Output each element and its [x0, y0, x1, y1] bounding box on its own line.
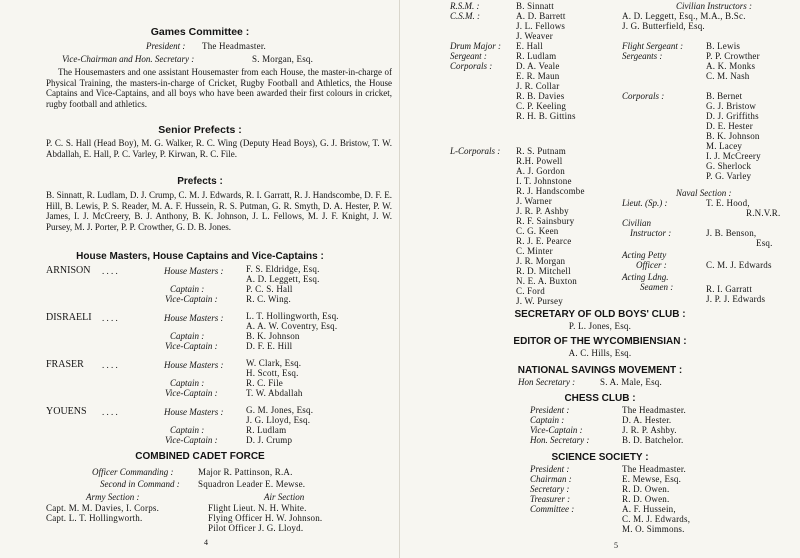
science-member: A. F. Hussein, — [622, 504, 676, 514]
corporal: P. G. Varley — [706, 171, 752, 181]
games-president-label: President : — [146, 41, 186, 51]
sergeant: P. P. Crowther — [706, 51, 760, 61]
savings-title: NATIONAL SAVINGS MOVEMENT : — [517, 365, 683, 376]
house-name-youens: YOUENS — [46, 406, 87, 417]
chess-role-label: Captain : — [530, 415, 565, 425]
flight-sergeant-label: Flight Sergeant : — [622, 41, 684, 51]
science-role-label: Committee : — [530, 504, 575, 514]
nco-name: R. H. B. Gittins — [516, 111, 576, 121]
senior-prefects-list: P. C. S. Hall (Head Boy), M. G. Walker, R. C. Wing (Deputy Head Boys), G. J. Bristow, T. W. Abdallah, E. Hall, P. C. Varley, P. Kirwan, R. C. File. — [46, 138, 392, 159]
corporal: B. K. Johnson — [706, 131, 760, 141]
army-officer: Capt. M. M. Davies, I. Corps. — [46, 503, 160, 513]
science-role-label: President : — [530, 464, 570, 474]
captain-label: Captain : — [170, 331, 205, 341]
nco-name: C. G. Keen — [516, 226, 559, 236]
seamen-label: Seamen : — [640, 282, 674, 292]
senior-prefects-title: Senior Prefects : — [158, 124, 242, 136]
games-president: The Headmaster. — [202, 41, 266, 51]
nco-name: I. T. Johnstone — [516, 176, 572, 186]
naval-instructor-suffix: Esq. — [756, 238, 773, 248]
editor-name: A. C. Hills, Esq. — [568, 348, 632, 358]
nco-name: J. Warner — [516, 196, 552, 206]
house-masters-title: House Masters, House Captains and Vice-Captains : — [76, 251, 324, 262]
house-captain: B. K. Johnson — [246, 331, 300, 341]
savings-secretary: S. A. Male, Esq. — [600, 377, 662, 387]
lieut-label: Lieut. (Sp.) : — [622, 198, 668, 208]
nco-name: R. F. Sainsbury — [516, 216, 575, 226]
corporal: B. Bernet — [706, 91, 743, 101]
house-name-disraeli: DISRAELI — [46, 312, 92, 323]
nco-name: N. E. A. Buxton — [516, 276, 578, 286]
vice-captain-label: Vice-Captain : — [165, 388, 218, 398]
civilian-label: Civilian — [622, 218, 651, 228]
house-captain: P. C. S. Hall — [246, 284, 293, 294]
corporal: G. Sherlock — [706, 161, 752, 171]
science-member: R. D. Owen. — [622, 494, 670, 504]
nco-name: E. Hall — [516, 41, 543, 51]
games-vice: S. Morgan, Esq. — [252, 54, 314, 64]
old-boys-title: SECRETARY OF OLD BOYS' CLUB : — [514, 309, 686, 320]
chess-role-label: President : — [530, 405, 570, 415]
games-committee-title: Games Committee : — [150, 26, 250, 38]
nco-name: C. P. Keeling — [516, 101, 567, 111]
science-committee-member: M. O. Simmons. — [622, 524, 685, 534]
petty-officer: C. M. J. Edwards — [706, 260, 772, 270]
nco-name: C. Ford — [516, 286, 545, 296]
sergeant: A. K. Monks — [706, 61, 756, 71]
nco-name: J. Weaver — [516, 31, 553, 41]
seaman: J. P. J. Edwards — [706, 294, 766, 304]
corporals-label: Corporals : — [622, 91, 665, 101]
nco-name: R. S. Putnam — [516, 146, 566, 156]
house-name-fraser: FRASER — [46, 359, 84, 370]
house-captain: R. Ludlam — [246, 425, 287, 435]
rank-label: L-Corporals : — [450, 146, 501, 156]
science-role-label: Chairman : — [530, 474, 572, 484]
editor-title: EDITOR OF THE WYCOMBIENSIAN : — [513, 336, 687, 347]
house-vice-captain: D. J. Crump — [246, 435, 293, 445]
corporal: G. J. Bristow — [706, 101, 757, 111]
naval-instructor: J. B. Benson, — [706, 228, 757, 238]
science-role-label: Secretary : — [530, 484, 570, 494]
house-dots: . . . . — [102, 266, 118, 276]
second-in-command-label: Second in Command : — [100, 479, 180, 489]
house-vice-captain: D. F. E. Hill — [246, 341, 293, 351]
nco-name: R. J. Handscombe — [516, 186, 585, 196]
chess-role-label: Vice-Captain : — [530, 425, 583, 435]
house-dots: . . . . — [102, 360, 118, 370]
naval-lieut-suffix: R.N.V.R. — [746, 208, 781, 218]
house-master: F. S. Eldridge, Esq. — [246, 264, 320, 274]
house-masters-label: House Masters : — [164, 360, 224, 370]
vice-captain-label: Vice-Captain : — [165, 294, 218, 304]
nco-name: A. D. Barrett — [516, 11, 566, 21]
seaman: R. I. Garratt — [706, 284, 753, 294]
second-in-command: Squadron Leader E. Mewse. — [198, 479, 306, 489]
nco-name: A. J. Gordon — [516, 166, 565, 176]
chess-club-title: CHESS CLUB : — [564, 393, 636, 404]
cadet-force-title: COMBINED CADET FORCE — [135, 451, 265, 462]
acting-petty-label: Acting Petty — [622, 250, 667, 260]
civilian-instructors-title: Civilian Instructors : — [676, 1, 752, 11]
naval-lieut: T. E. Hood, — [706, 198, 750, 208]
page-5 — [400, 0, 800, 558]
air-section-label: Air Section — [264, 492, 305, 502]
rank-label: Sergeant : — [450, 51, 487, 61]
house-masters-label: House Masters : — [164, 313, 224, 323]
captain-label: Captain : — [170, 425, 205, 435]
house-name-arnison: ARNISON — [46, 265, 91, 276]
army-officer: Capt. L. T. Hollingworth. — [46, 513, 143, 523]
officer-commanding: Major R. Pattinson, R.A. — [198, 467, 293, 477]
house-master: J. G. Lloyd, Esq. — [246, 415, 311, 425]
nco-name: B. Sinnatt — [516, 1, 555, 11]
prefects-list: B. Sinnatt, R. Ludlam, D. J. Crump, C. M. J. Edwards, R. I. Garratt, R. J. Handscombe, D. F. E. Hill, B. Lewis, P. S. Reader, M. A. F. Hussein, R. S. Putman, G. R. Smyth, D. A. Hester, P. W. James, I. J. McCreery, B. J. Anthony, B. K. Johnson, J. L. Fellows, M. J. F. Knight, J. W. Pursey, M. J. Porter, P. P. Crowther, G. D. B. Jones. — [46, 190, 392, 232]
games-vice-label: Vice-Chairman and Hon. Secretary : — [62, 54, 195, 64]
nco-name: J. R. Collar — [516, 81, 560, 91]
nco-name: D. A. Veale — [516, 61, 560, 71]
nco-name: R. Ludlam — [516, 51, 557, 61]
nco-name: C. Minter — [516, 246, 553, 256]
science-member: The Headmaster. — [622, 464, 686, 474]
acting-leading-label: Acting Ldng. — [622, 272, 669, 282]
nco-name: J. W. Pursey — [516, 296, 563, 306]
science-committee-member: C. M. J. Edwards, — [622, 514, 691, 524]
civilian-instructor: J. G. Butterfield, Esq. — [622, 21, 705, 31]
house-dots: . . . . — [102, 407, 118, 417]
house-master: L. T. Hollingworth, Esq. — [246, 311, 339, 321]
sergeant: C. M. Nash — [706, 71, 750, 81]
chess-member: J. R. P. Ashby. — [622, 425, 677, 435]
vice-captain-label: Vice-Captain : — [165, 435, 218, 445]
officer-commanding-label: Officer Commanding : — [92, 467, 174, 477]
science-member: R. D. Owen. — [622, 484, 670, 494]
nco-name: R. B. Davies — [516, 91, 565, 101]
vice-captain-label: Vice-Captain : — [165, 341, 218, 351]
house-masters-label: House Masters : — [164, 407, 224, 417]
games-paragraph: The Housemasters and one assistant Housemaster from each House, the master-in-charge of Physical Training, the masters-in-charge of Cricket, Rugby Football and Athletics, the House Captains and Vice-Captains, and all boys who have been awarded their first colours in cricket, rugby football and athletics. — [46, 67, 392, 109]
page-number: 5 — [614, 541, 618, 550]
chess-member: D. A. Hester. — [622, 415, 672, 425]
air-officer: Pilot Officer J. G. Lloyd. — [208, 523, 304, 533]
nco-name: J. L. Fellows — [516, 21, 566, 31]
sergeants-label: Sergeants : — [622, 51, 663, 61]
army-section-label: Army Section : — [86, 492, 140, 502]
rank-label: Drum Major : — [450, 41, 501, 51]
nco-name: J. R. Morgan — [516, 256, 566, 266]
corporal: D. E. Hester — [706, 121, 753, 131]
air-officer: Flying Officer H. W. Johnson. — [208, 513, 323, 523]
page-number: 4 — [204, 538, 208, 547]
air-officer: Flight Lieut. N. H. White. — [208, 503, 307, 513]
house-captain: R. C. File — [246, 378, 284, 388]
captain-label: Captain : — [170, 284, 205, 294]
corporal: M. Lacey — [706, 141, 743, 151]
house-masters-label: House Masters : — [164, 266, 224, 276]
old-boys-secretary: P. L. Jones, Esq. — [568, 321, 632, 331]
civilian-instructor: A. D. Leggett, Esq., M.A., B.Sc. — [622, 11, 746, 21]
chess-member: B. D. Batchelor. — [622, 435, 684, 445]
flight-sergeant: B. Lewis — [706, 41, 741, 51]
rank-label: R.S.M. : — [450, 1, 480, 11]
science-member: E. Mewse, Esq. — [622, 474, 682, 484]
house-master: G. M. Jones, Esq. — [246, 405, 314, 415]
rank-label: Corporals : — [450, 61, 493, 71]
naval-section-title: Naval Section : — [676, 188, 732, 198]
corporal: D. J. Griffiths — [706, 111, 759, 121]
nco-name: R. D. Mitchell — [516, 266, 571, 276]
house-master: A. D. Leggett, Esq. — [246, 274, 320, 284]
house-master: H. Scott, Esq. — [246, 368, 299, 378]
prefects-title: Prefects : — [177, 176, 223, 187]
captain-label: Captain : — [170, 378, 205, 388]
savings-label: Hon Secretary : — [518, 377, 576, 387]
chess-member: The Headmaster. — [622, 405, 686, 415]
instructor-label: Instructor : — [630, 228, 672, 238]
nco-name: J. R. P. Ashby — [516, 206, 569, 216]
chess-role-label: Hon. Secretary : — [530, 435, 590, 445]
nco-name: E. R. Maun — [516, 71, 560, 81]
corporal: I. J. McCreery — [706, 151, 761, 161]
house-vice-captain: T. W. Abdallah — [246, 388, 303, 398]
rank-label: C.S.M. : — [450, 11, 480, 21]
science-society-title: SCIENCE SOCIETY : — [551, 452, 649, 463]
nco-name: R.H. Powell — [516, 156, 563, 166]
house-master: W. Clark, Esq. — [246, 358, 302, 368]
house-master: A. A. W. Coventry, Esq. — [246, 321, 338, 331]
science-role-label: Treasurer : — [530, 494, 571, 504]
nco-name: R. J. E. Pearce — [516, 236, 572, 246]
house-dots: . . . . — [102, 313, 118, 323]
house-vice-captain: R. C. Wing. — [246, 294, 291, 304]
officer-label: Officer : — [636, 260, 667, 270]
